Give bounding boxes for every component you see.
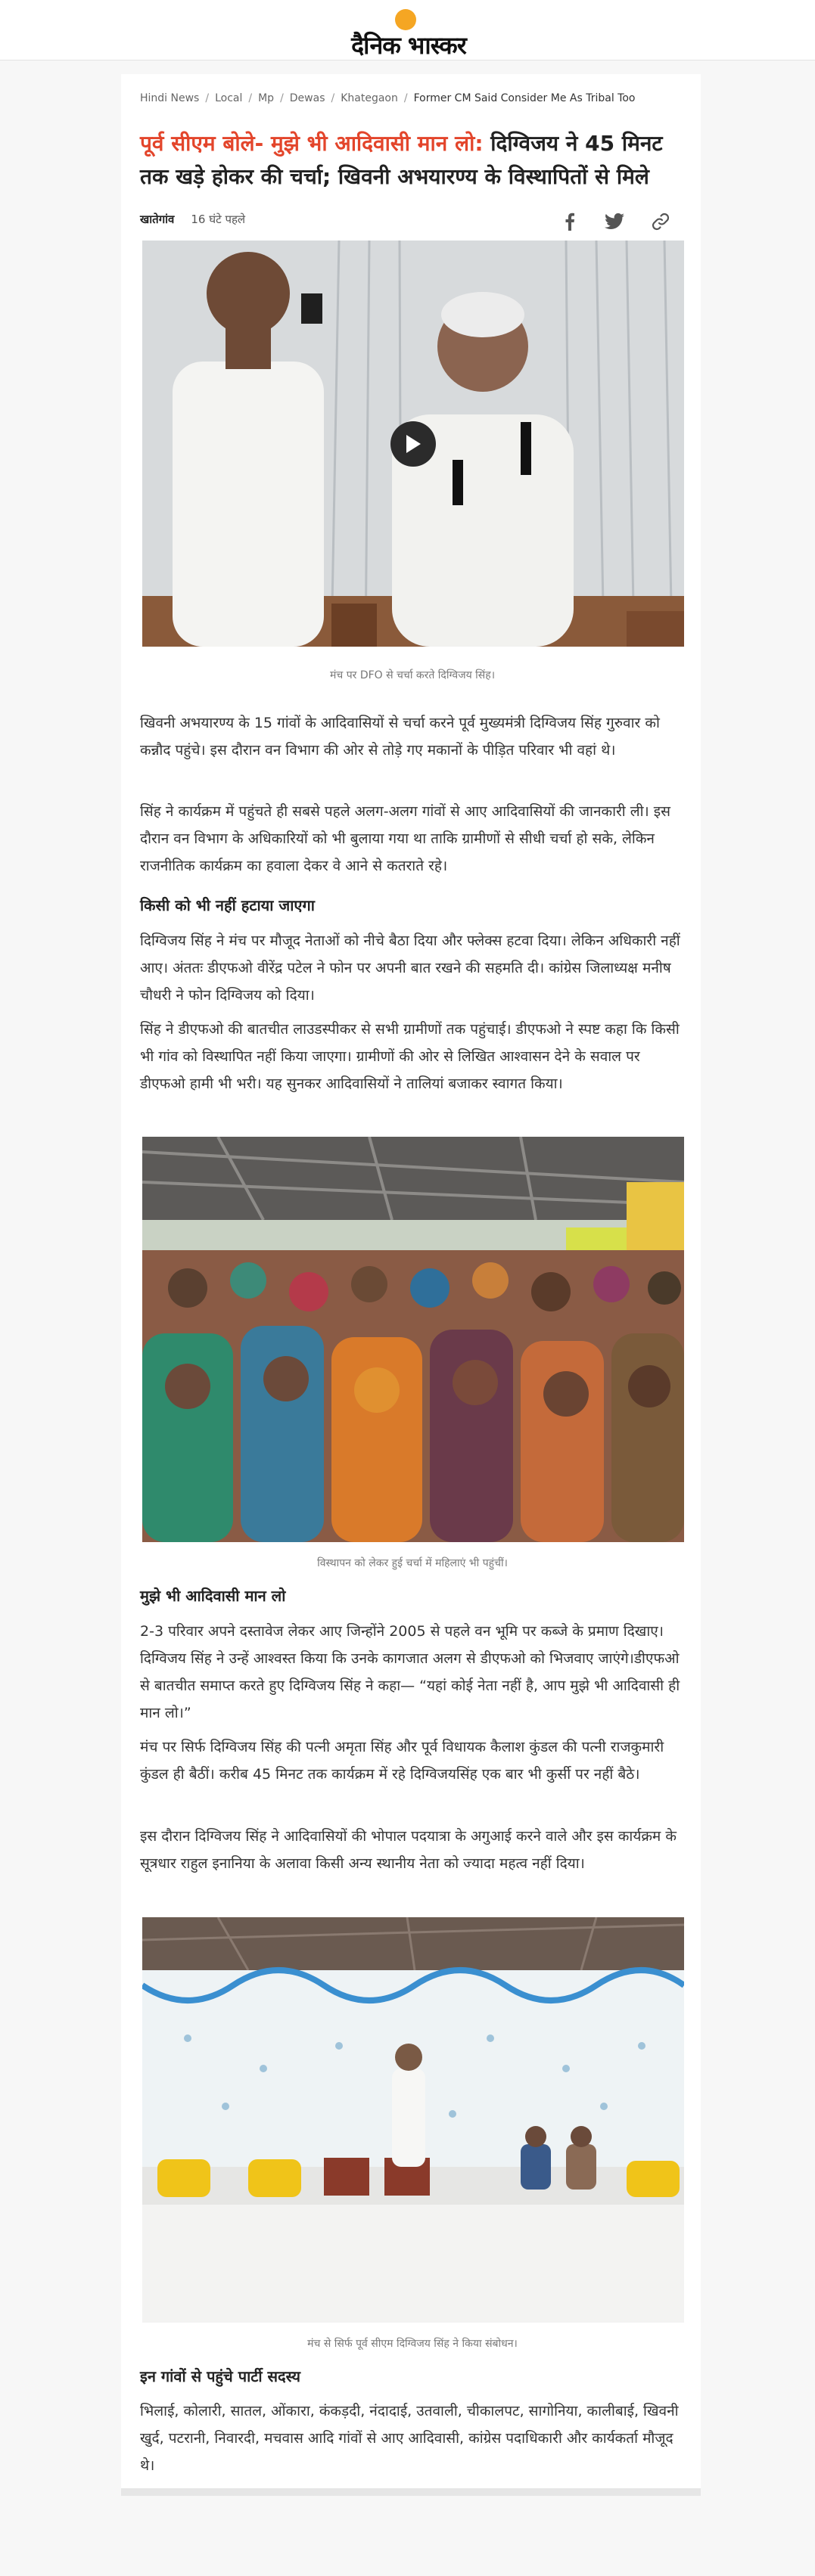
article-paragraph: सिंह ने कार्यक्रम में पहुंचते ही सबसे पहले अलग-अलग गांवों से आए आदिवासियों की जानकारी ली। इस दौरान वन विभाग के अधिकारियों को भी बुलाया गया था ताकि ग्रामीणों से सीधी चर्चा हो सके, लेकिन राजनीतिक कार्यक्रम का हवाला देकर वे आने से कतराते रहे।: [140, 803, 670, 874]
stage-illustration: [142, 1917, 684, 2323]
image-caption: मंच से सिर्फ पूर्व सीएम दिग्विजय सिंह ने किया संबोधन।: [307, 2338, 518, 2350]
image-caption: मंच पर DFO से चर्चा करते दिग्विजय सिंह।: [329, 669, 495, 681]
brand-logo[interactable]: [341, 9, 477, 60]
crowd-photo: [142, 1137, 684, 1542]
twitter-icon[interactable]: [603, 210, 626, 233]
section-heading: मुझे भी आदिवासी मान लो: [140, 1587, 286, 1605]
brand-name: दैनिक भास्कर: [351, 31, 466, 60]
article-paragraph: भिलाई, कोलारी, सातल, ओंकारा, कंकड़दी, नंदादाई, उतवाली, चीकालपट, सागोनिया, कालीबाई, खिवनी खुर्द, पटरानी, निवारदी, मचवास आदि गांवों से आए आदिवासी, कांग्रेस पदाधिकारी और कार्यकर्ता मौजूद थे।: [140, 2403, 679, 2474]
section-heading: इन गांवों से पहुंचे पार्टी सदस्य: [140, 2367, 300, 2385]
article-paragraph: इस दौरान दिग्विजय सिंह ने आदिवासियों की भोपाल पदयात्रा के अगुआई करने वाले और इस कार्यक्रम के सूत्रधार राहुल इनानिया के अलावा किसी अन्य स्थानीय नेता को ज्यादा महत्व नहीं दिया।: [140, 1828, 677, 1872]
facebook-icon[interactable]: [558, 210, 581, 233]
breadcrumb-current: Former CM Said Consider Me As Tribal Too: [413, 92, 636, 104]
image-caption: विस्थापन को लेकर हुई चर्चा में महिलाएं भी पहुंचीं।: [317, 1557, 508, 1569]
article-paragraph: खिवनी अभयारण्य के 15 गांवों के आदिवासियों से चर्चा करने पूर्व मुख्यमंत्री दिग्विजय सिंह गुरुवार को कन्नौद पहुंचे। इस दौरान वन विभाग की ओर से तोड़े गए मकानों के पीड़ित परिवार भी वहां थे।: [140, 715, 660, 759]
play-button[interactable]: [390, 421, 436, 467]
top-header: [0, 0, 815, 61]
article-paragraph: 2-3 परिवार अपने दस्तावेज लेकर आए जिन्होंने 2005 से पहले वन भूमि पर कब्जे के प्रमाण दिखाए। दिग्विजय सिंह ने उन्हें आश्वस्त किया कि उनके कागजात अलग से डीएफओ को भिजवाए जाएंगे।डीएफओ से बातचीत समाप्त करते हुए दिग्विजय सिंह ने कहा— “यहां कोई नेता नहीं है, आप मुझे भी आदिवासी ही मान लो।”: [140, 1623, 680, 1721]
stage-photo: [142, 1917, 684, 2323]
breadcrumb-item[interactable]: Hindi News: [140, 92, 200, 104]
breadcrumb-item[interactable]: Dewas: [289, 92, 325, 104]
breadcrumb-item[interactable]: Khategaon: [341, 92, 398, 104]
headline-rest: दिग्विजय ने 45 मिनट तक खड़े होकर की चर्चा; खिवनी अभयारण्य के विस्थापितों से मिले: [140, 131, 663, 189]
crowd-illustration: [142, 1137, 684, 1542]
headline-highlight: पूर्व सीएम बोले- मुझे भी आदिवासी मान लो:: [140, 131, 484, 156]
breadcrumb-item[interactable]: Local: [215, 92, 243, 104]
breadcrumb-item[interactable]: Mp: [258, 92, 275, 104]
breadcrumb: Hindi News / Local / Mp / Dewas / Khategaon / Former CM Said Consider Me As Tribal Too: [140, 92, 636, 104]
article-paragraph: सिंह ने डीएफओ की बातचीत लाउडस्पीकर से सभी ग्रामीणों तक पहुंचाई। डीएफओ ने स्पष्ट कहा कि किसी भी गांव को विस्थापित नहीं किया जाएगा। ग्रामीणों की ओर से लिखित आश्वासन देने के सवाल पर डीएफओ हामी भी भरी। यह सुनकर आदिवासियों ने तालियां बजाकर स्वागत किया।: [140, 1021, 680, 1092]
article-paragraph: मंच पर सिर्फ दिग्विजय सिंह की पत्नी अमृता सिंह और पूर्व विधायक कैलाश कुंडल की पत्नी राजकुमारी कुंडल ही बैठीं। करीब 45 मिनट तक कार्यक्रम में रहे दिग्विजयसिंह एक बार भी कुर्सी पर नहीं बैठे।: [140, 1739, 664, 1783]
dateline-location[interactable]: खातेगांव: [140, 213, 175, 226]
publish-time: 16 घंटे पहले: [191, 213, 246, 226]
logo-sun-icon: [395, 9, 416, 30]
article-paragraph: दिग्विजय सिंह ने मंच पर मौजूद नेताओं को नीचे बैठा दिया और फ्लेक्स हटवा दिया। लेकिन अधिकारी नहीं आए। अंततः डीएफओ वीरेंद्र पटेल ने फोन पर अपनी बात रखने की सहमति दी। कांग्रेस जिलाध्यक्ष मनीष चौधरी ने फोन दिग्विजय को दिया।: [140, 933, 680, 1004]
section-heading: किसी को भी नहीं हटाया जाएगा: [140, 896, 315, 914]
article-card-footer-strip: [121, 2488, 701, 2496]
link-icon[interactable]: [649, 210, 672, 233]
page-title: [140, 127, 685, 194]
